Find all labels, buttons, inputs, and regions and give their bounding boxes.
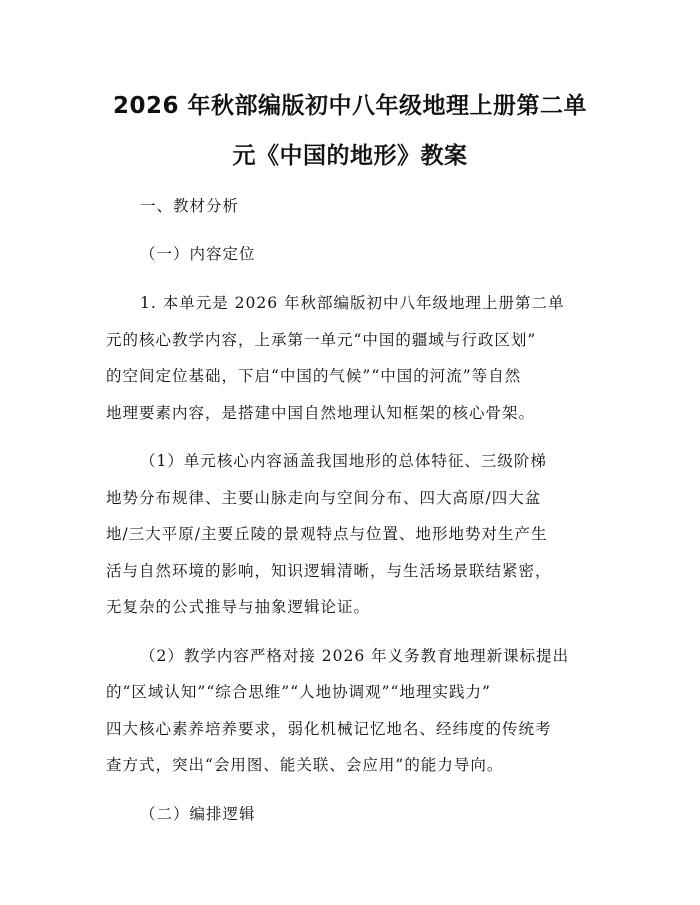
paragraph-2-line: 地势分布规律、主要山脉走向与空间分布、四大高原/四大盆 xyxy=(106,489,542,507)
document-title-line-2: 元《中国的地形》教案 xyxy=(232,143,468,169)
paragraph-2-line: （1）单元核心内容涵盖我国地形的总体特征、三级阶梯 xyxy=(140,452,547,470)
paragraph-2-line: 无复杂的公式推导与抽象逻辑论证。 xyxy=(106,598,371,616)
paragraph-2-line: 地/三大平原/主要丘陵的景观特点与位置、地形地势对生产生 xyxy=(106,525,548,543)
paragraph-1-line: 1. 本单元是 2026 年秋部编版初中八年级地理上册第二单 xyxy=(140,294,565,312)
paragraph-3-line: 四大核心素养培养要求，弱化机械记忆地名、经纬度的传统考 xyxy=(106,720,552,738)
section-heading: 一、教材分析 xyxy=(140,197,240,215)
paragraph-3-line: （2）教学内容严格对接 2026 年义务教育地理新课标提出 xyxy=(140,647,570,665)
subsection-heading: （二）编排逻辑 xyxy=(140,805,256,823)
subsection-heading: （一）内容定位 xyxy=(140,245,256,263)
paragraph-3-line: 的“区域认知”“综合思维”“人地协调观”“地理实践力” xyxy=(106,683,491,701)
paragraph-1-line: 地理要素内容，是搭建中国自然地理认知框架的核心骨架。 xyxy=(106,404,536,422)
paragraph-3-line: 查方式，突出“会用图、能关联、会应用”的能力导向。 xyxy=(106,756,504,774)
paragraph-2-line: 活与自然环境的影响，知识逻辑清晰，与生活场景联结紧密， xyxy=(106,562,552,580)
document-title-line-1: 2026 年秋部编版初中八年级地理上册第二单 xyxy=(112,93,588,119)
paragraph-1-line: 元的核心教学内容，上承第一单元“中国的疆域与行政区划” xyxy=(106,331,537,349)
paragraph-1-line: 的空间定位基础，下启“中国的气候”“中国的河流”等自然 xyxy=(106,367,522,385)
